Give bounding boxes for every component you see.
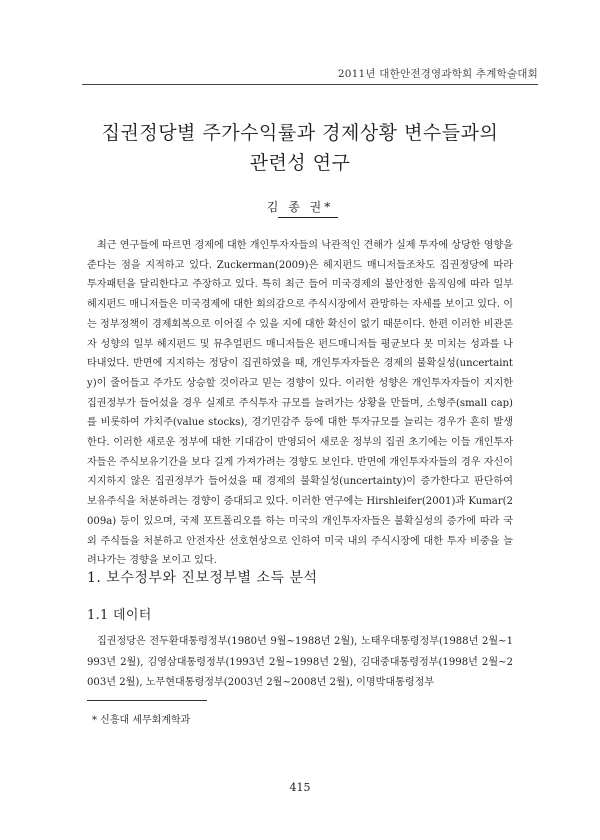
author-underline [278,217,338,218]
footnote-rule [87,700,207,701]
conference-header: 2011년 대한안전경영과학회 추계학술대회 [337,68,538,80]
section-heading: 1. 보수정부와 진보정부별 소득 분석 [87,570,318,586]
subsection-heading: 1.1 데이터 [87,608,152,623]
footnote: * 신흥대 세무회계학과 [92,715,191,726]
paper-title [0,118,600,178]
page-header [0,0,600,95]
author-name: 김 종 권* [266,200,334,214]
title-line-1: 집권정당별 주가수익률과 경제상황 변수들과의 [101,122,499,144]
page-number: 415 [289,781,311,794]
body-paragraph: 집권정당은 전두환대통령정부(1980년 9월~1988년 2월), 노태우대통령정부(1988년 2월~1993년 2월), 김영삼대통령정부(1993년 2월~1998년 2월), 김대중대통령정부(1998년 2월~2003년 2월), 노무현대통령정부(2003년 2월~2008년 2월), 이명박대통령정부 [87,636,513,688]
header-rule [82,84,538,85]
abstract-paragraph: 최근 연구들에 따르면 경제에 대한 개인투자자들의 낙관적인 견해가 실제 투자에 상당한 영향을 준다는 점을 지적하고 있다. Zuckerman(2009)은 헤지펀드 매니저들조차도 집권정당에 따라 투자패턴을 달리한다고 주장하고 있다. 특히 최근 들어 미국경제의 불안정한 움직임에 따라 일부 헤지펀드 매니저들은 미국경제에 대한 회의감으로 주식시장에서 관망하는 자세를 보이고 있다. 이는 정부정책이 경제회복으로 이어질 수 있을 지에 대한 확신이 없기 때문이다. 한편 이러한 비관론자 성향의 일부 헤지펀드 및 뮤추얼펀드 매니저들은 펀드매니저들 평균보다 못 미치는 성과를 나타내었다. 반면에 지지하는 정당이 집권하였을 때, 개인투자자들은 경제의 불확실성(uncertainty)이 줄어들고 주가도 상승할 것이라고 믿는 경향이 있다. 이러한 성향은 개인투자자들이 지지한 집권정부가 들어섰을 경우 실제로 주식투자 규모를 늘려가는 상황을 만들며, 소형주(small cap)를 비롯하여 가치주(value stocks), 경기민감주 등에 대한 투자규모를 늘리는 경우가 흔히 발생한다. 이러한 새로운 정부에 대한 기대감이 반영되어 새로운 정부의 집권 초기에는 이들 개인투자자들은 주식보유기간을 보다 길게 가져가려는 경향도 보인다. 반면에 개인투자자들의 경우 자신이 지지하지 않은 집권정부가 들어섰을 때 경제의 불확실성(uncertainty)이 증가한다고 판단하여 보유주식을 처분하려는 경향이 증대되고 있다. 이러한 연구에는 Hirshleifer(2001)과 Kumar(2009a) 등이 있으며, 국제 포트폴리오를 하는 미국의 개인투자자들은 불확실성의 증가에 따라 국외 주식들을 처분하고 안전자산 선호현상으로 인하여 미국 내의 주식시장에 대한 투자 비중을 늘려나가는 경향을 보이고 있다. [87,240,513,567]
title-line-2: 관련성 연구 [249,152,351,174]
